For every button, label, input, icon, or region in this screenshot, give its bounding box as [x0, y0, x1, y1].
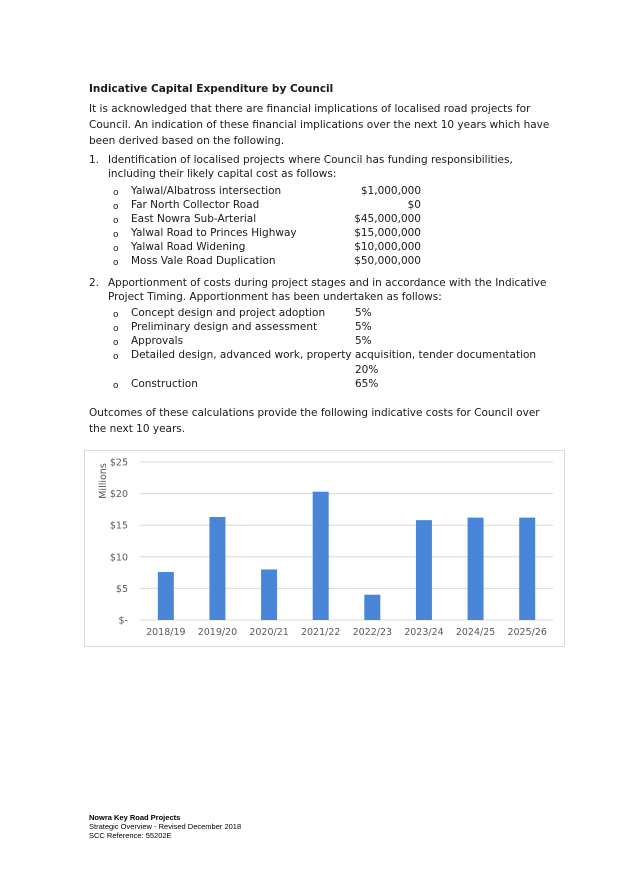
list-bullet: o [113, 188, 119, 198]
expenditure-chart [84, 450, 565, 647]
list-bullet: o [113, 230, 119, 240]
chart-bar [261, 569, 277, 620]
footer-reference: SCC Reference: 55202E [89, 831, 172, 840]
x-tick-label: 2024/25 [455, 627, 496, 638]
project-name: Yalwal/Albatross intersection [131, 185, 282, 197]
list-bullet: o [113, 202, 119, 212]
y-axis-label: Millions [98, 463, 109, 499]
chart-x-ticks [146, 627, 547, 638]
outcomes-paragraph: Outcomes of these calculations provide the following indicative costs for Council over the next 10 years. [89, 407, 540, 435]
item-1-number: 1. [89, 154, 100, 166]
y-tick-label: $25 [109, 457, 128, 469]
x-tick-label: 2023/24 [404, 627, 444, 638]
project-name: Yalwal Road Widening [131, 241, 246, 253]
project-name: Yalwal Road to Princes Highway [131, 227, 297, 239]
chart-gridlines [140, 462, 553, 620]
list-bullet: o [113, 244, 119, 254]
stage-percent: 5% [355, 321, 372, 333]
list-bullet: o [113, 352, 119, 362]
x-tick-label: 2020/21 [249, 627, 289, 638]
project-name: Far North Collector Road [131, 199, 260, 211]
y-tick-label: $10 [109, 552, 128, 564]
chart-bar [519, 518, 535, 620]
chart-svg [85, 451, 564, 646]
list-bullet: o [113, 338, 119, 348]
list-bullet: o [113, 258, 119, 268]
footer-title: Nowra Key Road Projects [89, 813, 181, 822]
y-tick-label: $- [118, 615, 128, 627]
chart-bars [158, 492, 535, 620]
chart-bar [209, 517, 225, 620]
chart-bar [158, 572, 174, 620]
stage-name: Detailed design, advanced work, property acquisition, tender documentation [131, 349, 537, 361]
project-cost: $10,000,000 [354, 241, 421, 253]
page-footer [89, 813, 241, 840]
list-bullet: o [113, 216, 119, 226]
item-1-text: Identification of localised projects where Council has funding responsibilities, including their likely capital cost as follows: [108, 154, 513, 180]
section-heading: Indicative Capital Expenditure by Council [89, 83, 334, 95]
stage-percent: 20% [355, 364, 379, 376]
y-tick-label: $5 [115, 583, 128, 595]
stage-percent: 65% [355, 378, 379, 390]
stage-name: Preliminary design and assessment [131, 321, 318, 333]
x-tick-label: 2019/20 [197, 627, 238, 638]
footer-subtitle: Strategic Overview - Revised December 2018 [89, 822, 242, 831]
y-tick-label: $20 [109, 489, 128, 501]
item-2-text: Apportionment of costs during project stages and in accordance with the Indicative Project Timing. Apportionment has been undertaken as follows: [108, 277, 547, 303]
list-bullet: o [113, 324, 119, 334]
project-cost: $1,000,000 [360, 185, 421, 197]
x-tick-label: 2018/19 [146, 627, 186, 638]
chart-bar [364, 595, 380, 620]
project-name: Moss Vale Road Duplication [131, 255, 276, 267]
stage-name: Approvals [131, 335, 184, 347]
chart-bar [313, 492, 329, 620]
y-tick-label: $15 [109, 520, 128, 532]
x-tick-label: 2025/26 [507, 627, 547, 638]
chart-bar [468, 518, 484, 620]
project-cost: $50,000,000 [354, 255, 421, 267]
x-tick-label: 2022/23 [352, 627, 393, 638]
project-cost: $45,000,000 [354, 213, 421, 225]
project-cost: $15,000,000 [354, 227, 421, 239]
stage-percent: 5% [355, 307, 372, 319]
list-bullet: o [113, 310, 119, 320]
x-tick-label: 2021/22 [300, 627, 341, 638]
chart-bar [416, 520, 432, 620]
list-bullet: o [113, 381, 119, 391]
project-name: East Nowra Sub-Arterial [131, 213, 257, 225]
item-2-number: 2. [89, 277, 100, 289]
project-cost: $0 [407, 199, 421, 211]
stage-name: Construction [131, 378, 198, 390]
stage-percent: 5% [355, 335, 372, 347]
chart-y-ticks [110, 458, 128, 627]
stage-name: Concept design and project adoption [131, 307, 326, 319]
intro-paragraph: It is acknowledged that there are financial implications of localised road projects for Council. An indication of these financial implications over the next 10 years which have been derived based on the following. [89, 103, 550, 147]
